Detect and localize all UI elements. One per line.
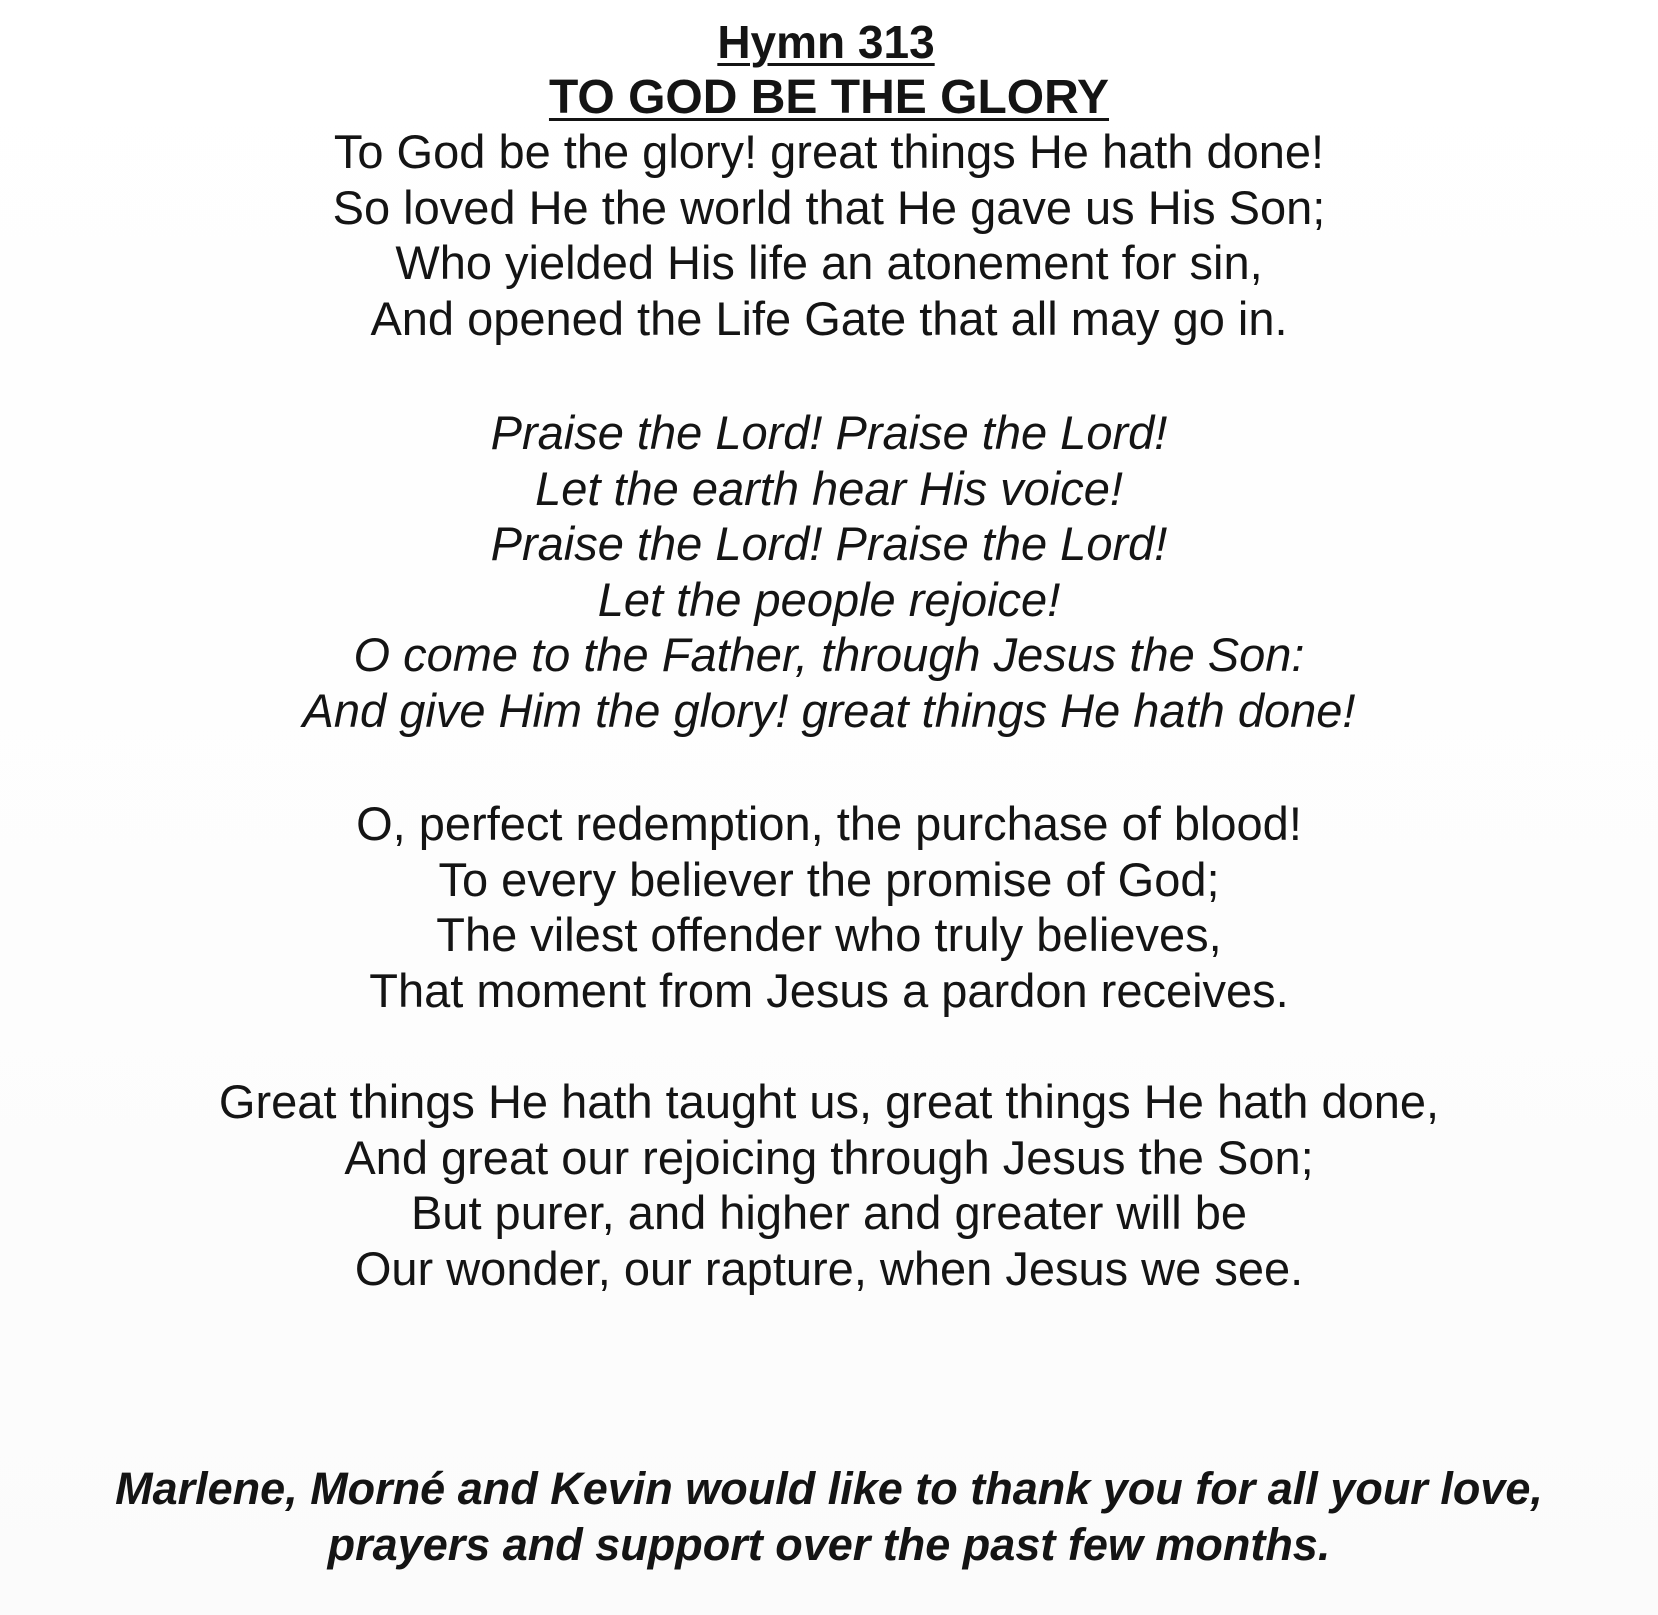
chorus-line: Let the people rejoice! xyxy=(597,572,1061,626)
verse-line: So loved He the world that He gave us His Son; xyxy=(332,180,1326,234)
verse-line: To every believer the promise of God; xyxy=(438,852,1220,906)
thank-you-note xyxy=(0,1461,1658,1573)
chorus-line: And give Him the glory! great things He hath done! xyxy=(302,683,1356,737)
verse-1 xyxy=(0,124,1658,346)
thank-you-line: Marlene, Morné and Kevin would like to thank you for all your love, xyxy=(115,1463,1543,1514)
chorus-line: Let the earth hear His voice! xyxy=(535,461,1123,515)
chorus xyxy=(0,405,1658,738)
verse-line: But purer, and higher and greater will be xyxy=(410,1186,1248,1239)
hymn-number: Hymn 313 xyxy=(717,16,935,68)
verse-line: To God be the glory! great things He hath done! xyxy=(333,125,1325,178)
verse-3 xyxy=(0,1074,1658,1296)
verse-line: That moment from Jesus a pardon receives. xyxy=(369,963,1289,1017)
thank-you-line: prayers and support over the past few months. xyxy=(327,1519,1331,1570)
chorus-line: O come to the Father, through Jesus the Son: xyxy=(353,628,1305,681)
chorus-line: Praise the Lord! Praise the Lord! xyxy=(490,517,1168,570)
verse-line: The vilest offender who truly believes, xyxy=(436,908,1222,961)
verse-line: Who yielded His life an atonement for sin, xyxy=(395,236,1263,289)
verse-line: Great things He hath taught us, great things He hath done, xyxy=(218,1075,1440,1128)
hymn-title: TO GOD BE THE GLORY xyxy=(548,71,1110,124)
verse-2 xyxy=(0,796,1658,1018)
chorus-line: Praise the Lord! Praise the Lord! xyxy=(490,406,1168,459)
hymn-header xyxy=(0,14,1658,126)
verse-line: Our wonder, our rapture, when Jesus we see. xyxy=(354,1241,1304,1295)
verse-line: And great our rejoicing through Jesus the Son; xyxy=(344,1130,1314,1184)
verse-line: O, perfect redemption, the purchase of blood! xyxy=(356,797,1302,850)
verse-line: And opened the Life Gate that all may go in. xyxy=(370,291,1288,345)
